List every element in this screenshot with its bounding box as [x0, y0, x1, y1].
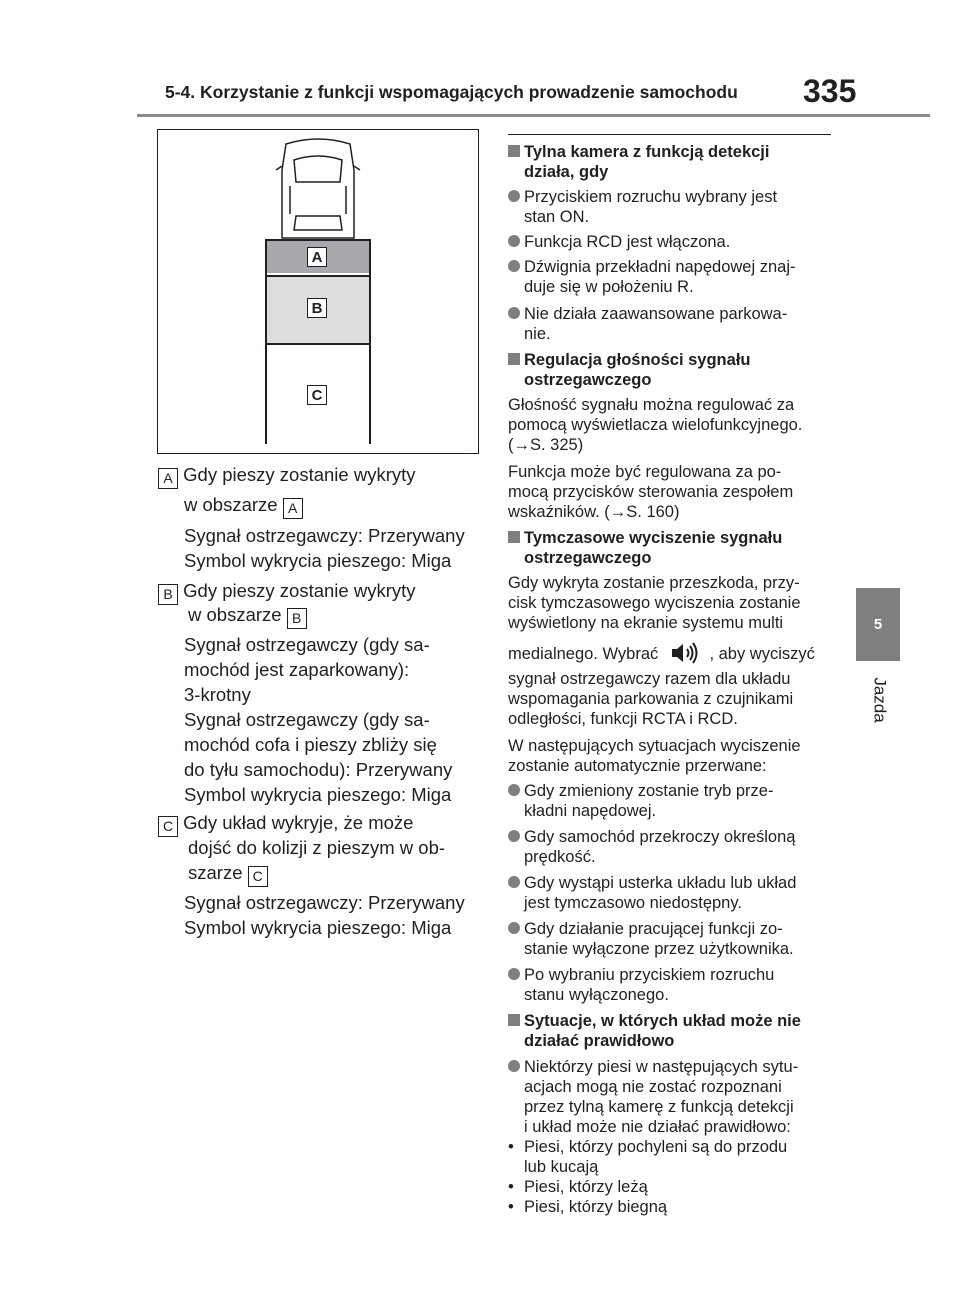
- zone-b-line2: w obszarze: [188, 604, 282, 625]
- zone-b-detail2: mochód jest zaparkowany):: [184, 659, 410, 680]
- zone-c-detail1: Sygnał ostrzegawczy: Przerywany: [184, 892, 465, 913]
- circle-bullet-icon: [508, 235, 520, 247]
- header-divider: [137, 114, 930, 117]
- zone-c-line3: szarze: [188, 862, 243, 883]
- bullet-item: Gdy działanie pracującej funkcji zo-: [508, 920, 833, 940]
- square-bullet-icon: [508, 145, 520, 157]
- page-number: 335: [803, 73, 857, 109]
- circle-bullet-icon: [508, 1060, 520, 1072]
- circle-bullet-icon: [508, 190, 520, 202]
- chapter-tab: [856, 588, 900, 661]
- bullet-item: Dźwignia przekładni napędowej znaj-: [508, 258, 833, 278]
- zone-a-line1: Gdy pieszy zostanie wykryty: [183, 464, 416, 485]
- heading-limitations: Sytuacje, w których układ może nie: [508, 1012, 833, 1032]
- bullet-item: Gdy samochód przekroczy określoną: [508, 828, 833, 848]
- zone-c-detail2: Symbol wykrycia pieszego: Miga: [184, 917, 452, 938]
- bullet-item: Po wybraniu przyciskiem rozruchu: [508, 966, 833, 986]
- zone-b-detail5: mochód cofa i pieszy zbliży się: [184, 734, 437, 755]
- zone-b-detail3: 3-krotny: [184, 684, 251, 705]
- zone-b-label: B: [307, 298, 327, 318]
- bullet-item: Nie działa zaawansowane parkowa-: [508, 305, 833, 325]
- dash-item: • Piesi, którzy pochyleni są do przodu: [508, 1138, 788, 1156]
- zone-b-detail7: Symbol wykrycia pieszego: Miga: [184, 784, 452, 805]
- dash-item: • Piesi, którzy leżą: [508, 1178, 648, 1196]
- circle-bullet-icon: [508, 830, 520, 842]
- zone-a-badge: A: [158, 468, 178, 489]
- square-bullet-icon: [508, 353, 520, 365]
- zone-b-detail6: do tyłu samochodu): Przerywany: [184, 759, 453, 780]
- zone-a-inline-badge: A: [283, 498, 303, 519]
- circle-bullet-icon: [508, 968, 520, 980]
- chapter-number: 5: [873, 616, 883, 633]
- zone-b-inline-badge: B: [287, 608, 307, 629]
- bullet-item: Gdy wystąpi usterka układu lub układ: [508, 874, 833, 894]
- heading-volume: Regulacja głośności sygnału: [508, 351, 833, 371]
- chapter-label: Jazda: [871, 677, 890, 723]
- zone-area: [265, 239, 371, 444]
- zone-a-detail1: Sygnał ostrzegawczy: Przerywany: [184, 525, 465, 546]
- heading-camera-works: Tylna kamera z funkcją detekcji: [508, 143, 833, 163]
- zone-b-detail4: Sygnał ostrzegawczy (gdy sa-: [184, 709, 430, 730]
- heading-mute: Tymczasowe wyciszenie sygnału: [508, 529, 833, 549]
- zone-c-inline-badge: C: [248, 866, 268, 887]
- zone-a-detail2: Symbol wykrycia pieszego: Miga: [184, 550, 452, 571]
- circle-bullet-icon: [508, 260, 520, 272]
- zone-b-line1: Gdy pieszy zostanie wykryty: [183, 580, 416, 601]
- detection-zones-figure: [157, 129, 479, 454]
- right-column-rule: [508, 134, 831, 135]
- zone-b-badge: B: [158, 584, 178, 605]
- section-title: 5-4. Korzystanie z funkcji wspomagających prowadzenie samochodu: [165, 82, 738, 102]
- dash-item: • Piesi, którzy biegną: [508, 1198, 668, 1216]
- zone-a-line2: w obszarze: [184, 494, 278, 515]
- bullet-item: Przyciskiem rozruchu wybrany jest: [508, 188, 833, 208]
- circle-bullet-icon: [508, 922, 520, 934]
- zone-b-detail1: Sygnał ostrzegawczy (gdy sa-: [184, 634, 430, 655]
- square-bullet-icon: [508, 531, 520, 543]
- zone-c-line1: Gdy układ wykryje, że może: [183, 812, 414, 833]
- circle-bullet-icon: [508, 307, 520, 319]
- circle-bullet-icon: [508, 876, 520, 888]
- bullet-item: Funkcja RCD jest włączona.: [508, 233, 833, 253]
- bullet-item: Niektórzy piesi w następujących sytu-: [508, 1058, 833, 1078]
- speaker-mute-icon[interactable]: [669, 642, 703, 664]
- square-bullet-icon: [508, 1014, 520, 1026]
- zone-c-line2: dojść do kolizji z pieszym w ob-: [188, 837, 446, 858]
- circle-bullet-icon: [508, 784, 520, 796]
- zone-c-label: C: [307, 385, 327, 405]
- bullet-item: Gdy zmieniony zostanie tryb prze-: [508, 782, 833, 802]
- zone-c-badge: C: [158, 816, 178, 837]
- zone-a-label: A: [307, 247, 327, 267]
